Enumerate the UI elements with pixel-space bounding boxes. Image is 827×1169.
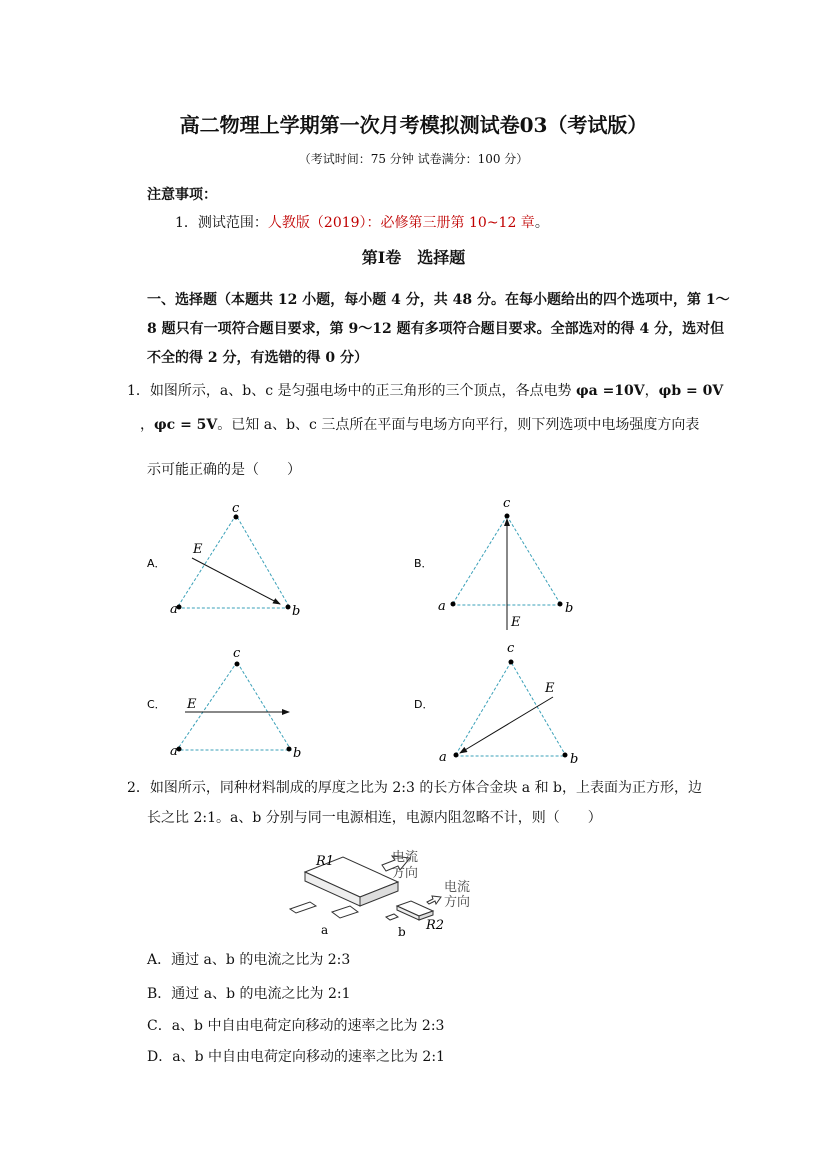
q1-text: 。已知 a、b、c 三点所在平面与电场方向平行，则下列选项中电场强度方向表 <box>217 417 700 433</box>
q2-option-c[interactable]: C．a、b 中自由电荷定向移动的速率之比为 2:3 <box>147 1018 445 1034</box>
diagram-shape <box>451 602 456 607</box>
instruction-line: 8 题只有一项符合题目要求，第 9～12 题有多项符合题目要求。全部选对的得 4 分，选对但 <box>147 321 725 337</box>
option-label: C． <box>147 698 166 711</box>
current-direction-label: 电流 <box>392 850 419 865</box>
notice-item-suffix: 。 <box>534 215 549 231</box>
phi-c: φc = 5V <box>154 417 218 433</box>
field-arrow <box>460 697 553 753</box>
current-direction-label: 方向 <box>392 866 419 881</box>
option-label: B． <box>414 557 433 570</box>
q2-option-d[interactable]: D．a、b 中自由电荷定向移动的速率之比为 2:1 <box>147 1049 445 1065</box>
instruction-line: 一、选择题（本题共 12 小题，每小题 4 分，共 48 分。在每小题给出的四个选项中，第 1～ <box>147 292 730 308</box>
diagram-shape <box>386 914 398 920</box>
label-e: E <box>187 697 197 712</box>
label-r1: R1 <box>316 854 335 869</box>
diagram-shape <box>455 662 566 756</box>
page-title: 高二物理上学期第一次月考模拟测试卷03（考试版） <box>179 113 648 137</box>
label-e: E <box>511 615 521 630</box>
q2-line1: 2．如图所示，同种材料制成的厚度之比为 2:3 的长方体合金块 a 和 b，上表面为正方形，边 <box>127 780 702 796</box>
diagram-shape <box>332 906 358 918</box>
notice-item-prefix: 1．测试范围： <box>175 215 268 231</box>
point-b <box>286 605 291 610</box>
notice-heading: 注意事项： <box>147 187 217 203</box>
option-label: D． <box>414 698 434 711</box>
q1-line3: 示可能正确的是（ ） <box>147 462 301 478</box>
current-direction-label: 电流 <box>444 880 471 895</box>
instruction-line: 不全的得 2 分，有选错的得 0 分） <box>147 350 368 366</box>
diagram-shape <box>454 753 459 758</box>
label-c: c <box>233 646 241 661</box>
label-c: c <box>507 641 515 656</box>
option-c-diagram[interactable] <box>147 646 301 761</box>
diagram-shape <box>235 662 240 667</box>
field-arrow <box>192 558 280 604</box>
label-a: a <box>321 923 329 937</box>
option-b-diagram[interactable] <box>414 496 573 630</box>
phi-b: φb = 0V <box>658 383 724 399</box>
diagram-shape <box>427 896 441 904</box>
label-a: a <box>170 602 178 617</box>
q2-option-a[interactable]: A．通过 a、b 的电流之比为 2:3 <box>147 952 351 968</box>
exam-info: （考试时间：75 分钟 试卷满分：100 分） <box>298 152 529 166</box>
test-scope: 人教版（2019）：必修第三册第 10~12 章 <box>267 215 535 231</box>
diagram-shape <box>505 514 510 519</box>
section-title: 第Ⅰ卷 选择题 <box>361 248 466 267</box>
q1-text: 1．如图所示，a、b、c 是匀强电场中的正三角形的三个顶点，各点电势 <box>127 383 572 399</box>
q2-option-b[interactable]: B．通过 a、b 的电流之比为 2:1 <box>147 986 351 1002</box>
comma: ， <box>140 417 154 433</box>
label-b: b <box>292 604 301 619</box>
diagram-shape <box>287 747 292 752</box>
label-b: b <box>570 752 579 767</box>
option-a-diagram[interactable] <box>147 501 300 619</box>
label-c: c <box>232 501 240 516</box>
label-e: E <box>193 542 203 557</box>
triangle <box>177 515 290 608</box>
label-b: b <box>398 925 406 939</box>
diagram-shape <box>509 660 514 665</box>
diagram-shape <box>563 753 568 758</box>
diagram-shape <box>290 902 316 913</box>
label-e: E <box>545 681 555 696</box>
diagram-shape <box>558 602 563 607</box>
option-label: A． <box>147 557 166 570</box>
label-c: c <box>503 496 511 511</box>
label-b: b <box>565 601 574 616</box>
label-a: a <box>438 599 446 614</box>
current-direction-label: 方向 <box>444 895 471 910</box>
option-d-diagram[interactable] <box>414 641 578 767</box>
label-b: b <box>293 746 302 761</box>
phi-a: φa =10V <box>575 383 645 399</box>
alloy-blocks-figure <box>290 849 470 939</box>
q2-line2: 长之比 2:1。a、b 分别与同一电源相连，电源内阻忽略不计，则（ ） <box>147 810 602 826</box>
label-a: a <box>439 750 447 765</box>
label-a: a <box>170 744 178 759</box>
label-r2: R2 <box>426 918 445 933</box>
q1-line1: 1．如图所示，a、b、c 是匀强电场中的正三角形的三个顶点，各点电势 φa =10V，φb = 0V <box>127 383 724 399</box>
